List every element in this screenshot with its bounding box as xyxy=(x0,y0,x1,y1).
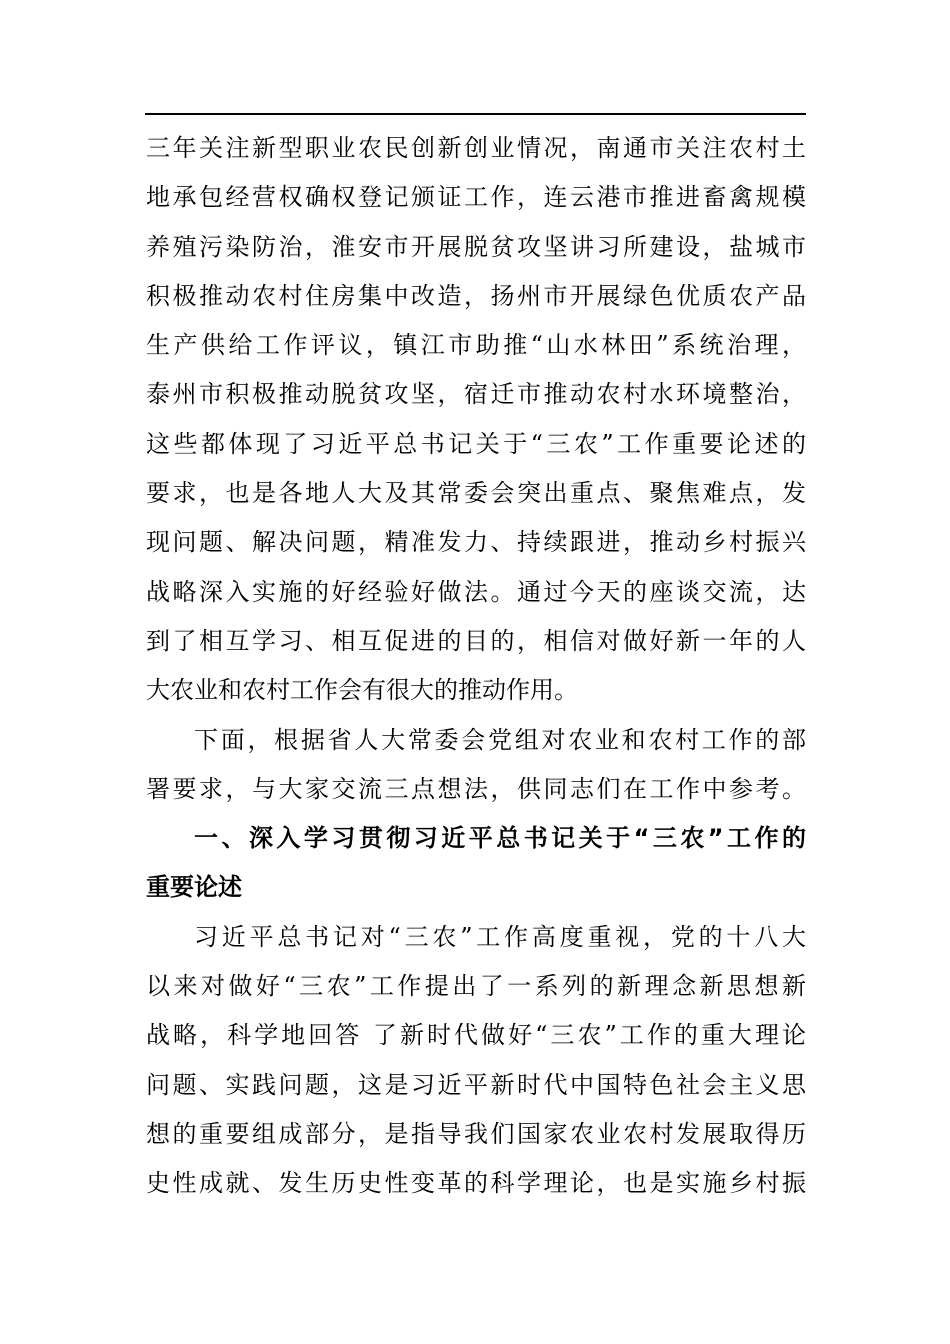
paragraph-transition xyxy=(146,716,806,815)
text-line: 现问题、解决问题，精准发力、持续跟进，推动乡村振兴 xyxy=(146,528,806,557)
text-line: 以来对做好“三农”工作提出了一系列的新理念新思想新 xyxy=(146,972,806,1001)
text-line: 大农业和农村工作会有很大的推动作用。 xyxy=(146,676,578,705)
text-line: 习近平总书记对“三农”工作高度重视，党的十八大 xyxy=(194,922,806,951)
text-line: 泰州市积极推动脱贫攻坚，宿迁市推动农村水环境整治， xyxy=(146,380,806,409)
text-line: 署要求，与大家交流三点想法，供同志们在工作中参考。 xyxy=(146,774,806,803)
text-line: 下面，根据省人大常委会党组对农业和农村工作的部 xyxy=(194,725,806,754)
text-line: 这些都体现了习近平总书记关于“三农”工作重要论述的 xyxy=(146,429,806,458)
text-line: 养殖污染防治，淮安市开展脱贫攻坚讲习所建设，盐城市 xyxy=(146,232,806,261)
text-line: 生产供给工作评议，镇江市助推“山水林田”系统治理， xyxy=(146,331,806,360)
header-rule xyxy=(145,113,806,115)
text-line: 想的重要组成部分，是指导我们国家农业农村发展取得历 xyxy=(146,1119,806,1148)
text-line: 地承包经营权确权登记颁证工作，连云港市推进畜禽规模 xyxy=(146,183,806,212)
section-heading-1 xyxy=(146,814,806,913)
paragraph-city-summary xyxy=(146,124,806,716)
document-body xyxy=(146,124,806,1209)
text-line: 三年关注新型职业农民创新创业情况，南通市关注农村土 xyxy=(146,134,806,162)
text-line: 史性成就、发生历史性变革的科学理论，也是实施乡村振 xyxy=(146,1169,806,1198)
heading-line: 一、深入学习贯彻习近平总书记关于“三农”工作的 xyxy=(194,824,806,853)
text-line: 战略深入实施的好经验好做法。通过今天的座谈交流，达 xyxy=(146,577,806,606)
text-line: 要求，也是各地人大及其常委会突出重点、聚焦难点，发 xyxy=(146,479,806,508)
heading-line: 重要论述 xyxy=(146,873,242,902)
paragraph-section-1-body xyxy=(146,913,806,1209)
text-line: 到了相互学习、相互促进的目的，相信对做好新一年的人 xyxy=(146,626,806,655)
text-line: 战略，科学地回答 了新时代做好“三农”工作的重大理论 xyxy=(146,1021,806,1050)
text-line: 问题、实践问题，这是习近平新时代中国特色社会主义思 xyxy=(146,1070,806,1099)
text-line: 积极推动农村住房集中改造，扬州市开展绿色优质农产品 xyxy=(146,281,806,310)
